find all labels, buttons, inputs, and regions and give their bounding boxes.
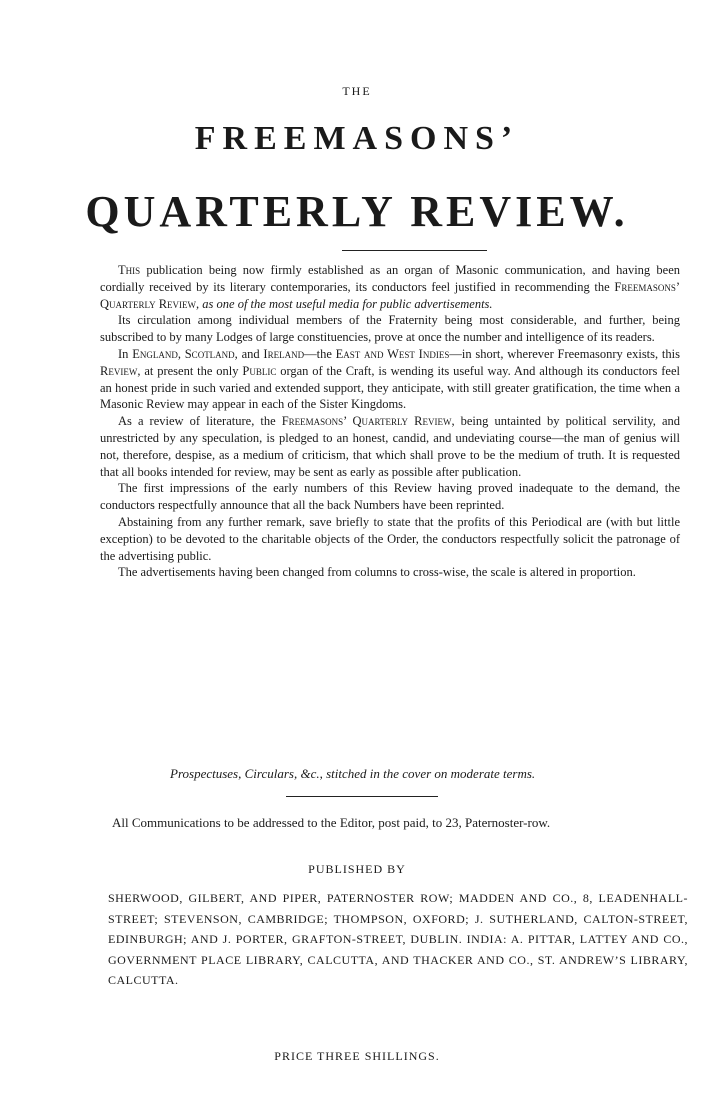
paragraph-3-text-a: —in short, wherever Freemasonry exists, this [449, 346, 680, 361]
paragraph-4 [100, 413, 680, 480]
body-text [100, 262, 680, 581]
published-by-heading: PUBLISHED BY [308, 862, 406, 876]
paragraph-5: The first impressions of the early numbers of this Review having proved inadequate to the demand, the conductors respectfully announce that all the back Numbers have been reprinted. [100, 481, 680, 513]
lead-word: This [118, 263, 141, 277]
paragraph-4-text-b: , being untainted by political servility, and unrestricted by any speculation, is pledged to an honest, candid, and undeviating course—the man of genius will not, therefore, despise, as a medium of criticism, that which shall prove to be the medium of truth. It is requested that all books intended for review, may be sent as early as possible after publication. [100, 414, 681, 479]
review-word: Review [100, 363, 138, 378]
paragraph-1 [100, 262, 680, 312]
price-line: PRICE THREE SHILLINGS. [274, 1049, 440, 1063]
header-the: THE [342, 84, 372, 98]
review-title-2: Freemasons’ Quarterly Review [281, 414, 452, 429]
paragraph-2: Its circulation among individual members of the Fraternity being most considerable, and further, being subscribed to by many Lodges of large constituencies, prove at once the number and intelligence of its readers. [100, 313, 680, 345]
place-indies: East and West Indies [335, 346, 450, 361]
title-quarterly-review: QUARTERLY REVIEW. [85, 187, 629, 236]
public-word: Public [242, 363, 277, 378]
divider-top [342, 250, 487, 251]
paragraph-7: The advertisements having been changed from columns to cross-wise, the scale is altered in proportion. [118, 565, 636, 580]
paragraph-3-prefix: In [118, 346, 133, 361]
prospectuses-note: Prospectuses, Circulars, &c., stitched in the cover on moderate terms. [170, 766, 536, 781]
paragraph-4-text-a: As a review of literature, the [118, 414, 282, 429]
paragraph-3-dash: —the [304, 346, 336, 361]
review-title: Freemasons’ Quarterly Review [100, 279, 680, 311]
paragraph-3-and: and [237, 346, 264, 361]
communications-note: All Communications to be addressed to the Editor, post paid, to 23, Paternoster-row. [112, 815, 551, 830]
place-names: England, Scotland, [132, 346, 238, 361]
paragraph-6: Abstaining from any further remark, save briefly to state that the profits of this Periodical are (with but little exception) to be devoted to the charitable objects of the Order, the conductors respectfully solicit the patronage of the advertising public. [100, 514, 680, 563]
title-freemasons: FREEMASONS’ [194, 120, 520, 157]
paragraph-3-text-b: , at present the only [137, 363, 243, 378]
publishers-list: SHERWOOD, GILBERT, AND PIPER, PATERNOSTER ROW; MADDEN AND CO., 8, LEADENHALL-STREET; STEVENSON, CAMBRIDGE; THOMPSON, OXFORD; J. SUTHERLAND, CALTON-STREET, EDINBURGH; AND J. PORTER, GRAFTON-STREET, DUBLIN. INDIA: A. PITTAR, LATTEY AND CO., GOVERNMENT PLACE LIBRARY, CALCUTTA, AND THACKER AND CO., ST. ANDREW’S LIBRARY, CALCUTTA. [108, 891, 688, 987]
paragraph-1-text-a: publication being now firmly established as an organ of Masonic communication, and having been cordially received by its literary contemporaries, its conductors feel justified in recommending the [100, 263, 680, 294]
paragraph-3-text-c: organ of the Craft, is wending its useful way. And although its conductors feel an honest pride in such varied and extended support, they anticipate, with still greater gratification, the time when a Masonic Review may appear in each of the Sister Kingdoms. [100, 363, 680, 412]
place-ireland: Ireland [263, 346, 305, 361]
paragraph-1-text-b: , as one of the most useful media for public advertisements. [196, 296, 493, 311]
paragraph-3 [100, 346, 680, 413]
divider-middle [286, 796, 438, 797]
